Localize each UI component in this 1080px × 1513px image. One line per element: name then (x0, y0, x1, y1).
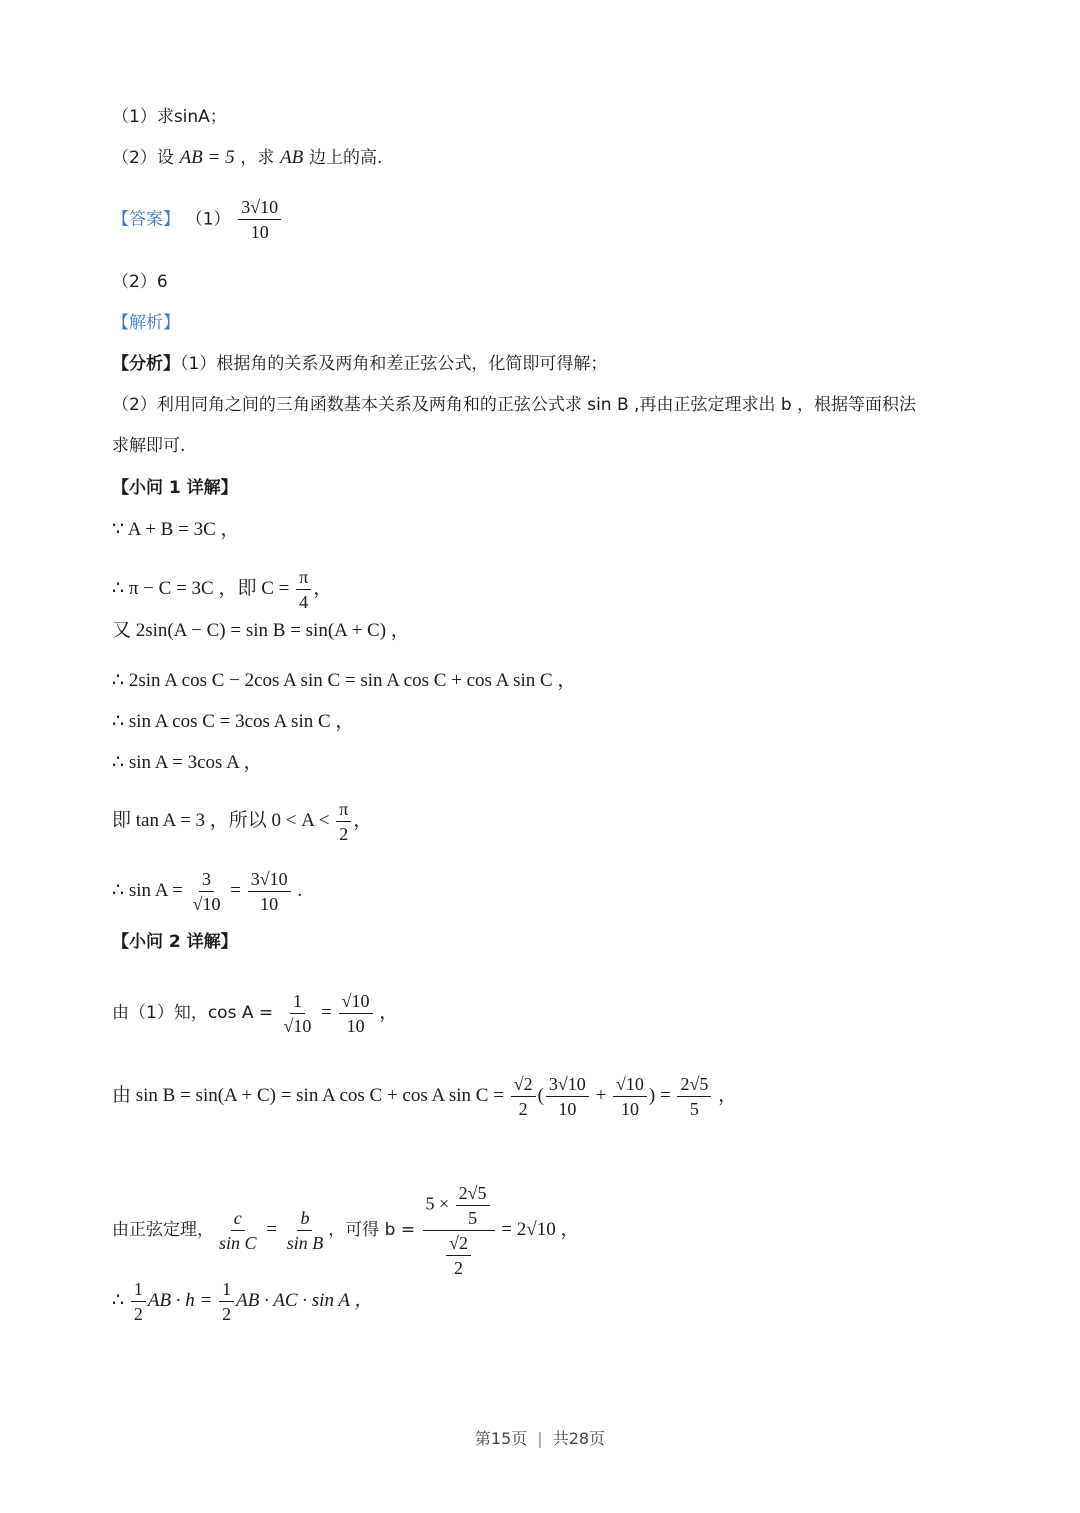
sin-a-eq: ∴ sin A = (112, 879, 188, 901)
page-footer (0, 1426, 1080, 1449)
compound-fraction-b (423, 1182, 495, 1279)
frac-half (131, 1278, 146, 1325)
equals: = (261, 1218, 282, 1240)
sub-question-1-label: 【小问 1 详解】 (112, 478, 238, 498)
area-right: AB · AC · sin A ， (236, 1289, 374, 1311)
analysis-tag: 【解析】 (112, 313, 180, 333)
five-times: 5 × (425, 1193, 454, 1214)
step1-line2 (112, 566, 980, 613)
question-2 (112, 146, 980, 170)
frac-num: b (297, 1207, 312, 1231)
fenxi-line-2: （2）利用同角之间的三角函数基本关系及两角和的正弦公式求 sin B ,再由正弦定理求出 b ，根据等面积法 (112, 395, 917, 415)
frac-den: 2 (339, 824, 349, 844)
paren-open: ( (537, 1084, 544, 1106)
step1-line7 (112, 798, 980, 845)
frac-sqrt10-over-10 (613, 1073, 647, 1120)
step2-line4 (112, 1278, 980, 1325)
solve-b-label: ，可得 b = (328, 1219, 421, 1240)
answer-1-label: （1） (185, 209, 231, 230)
frac-den: 2 (222, 1304, 232, 1324)
therefore: ∴ (112, 1289, 129, 1311)
frac-half (219, 1278, 234, 1325)
sine-law-label: 由正弦定理， (112, 1219, 214, 1240)
area-left: AB · h = (147, 1289, 218, 1311)
equals: = (316, 1001, 337, 1023)
frac-den: 2 (133, 1304, 143, 1324)
step1-line7-text: 即 tan A = 3 ，所以 0 < A < (112, 809, 335, 831)
q2-ab: AB (280, 147, 304, 168)
answer-line (112, 196, 980, 243)
q2-equation: AB = 5 (179, 147, 235, 168)
frac-den: 2 (454, 1258, 464, 1278)
frac-sqrt2-over-2 (511, 1073, 536, 1120)
fenxi-label: 【分析】 (112, 354, 180, 374)
sub-question-2-label: 【小问 2 详解】 (112, 932, 238, 952)
frac-num: 3√10 (248, 868, 291, 892)
frac-num: 3 (199, 868, 214, 892)
frac-den: 10 (558, 1099, 577, 1119)
comma: ， (353, 809, 373, 831)
answer-2: （2）6 (112, 272, 168, 292)
frac-den: 4 (299, 592, 309, 612)
frac-num: 1 (131, 1278, 146, 1302)
compound-numerator (423, 1182, 495, 1231)
pi-over-2 (336, 798, 351, 845)
comma: ， (313, 577, 333, 599)
frac-sqrt10-over-10 (339, 990, 373, 1037)
frac-den: sin C (219, 1233, 257, 1253)
compound-denominator (441, 1231, 476, 1279)
step1-line4: ∴ 2sin A cos C − 2cos A sin C = sin A cos C + cos A sin C ， (112, 670, 577, 691)
answer-1-fraction (238, 196, 281, 243)
period: . (292, 879, 303, 901)
q2-prefix: （2）设 (112, 148, 174, 168)
frac-den: sin B (286, 1233, 324, 1253)
frac-den: 10 (620, 1099, 639, 1119)
step2-line3 (112, 1182, 980, 1279)
comma: ， (713, 1084, 738, 1106)
frac-den: 5 (689, 1099, 699, 1119)
q2-mid: ，求 (240, 148, 275, 168)
step1-line3: 又 2sin(A − C) = sin B = sin(A + C) ， (112, 620, 410, 641)
frac-num: √2 (511, 1073, 536, 1097)
step2-line2 (112, 1073, 980, 1120)
frac-sqrt2-over-2 (446, 1232, 471, 1279)
frac-den: √10 (192, 894, 221, 914)
frac-den: 5 (468, 1208, 478, 1228)
frac-2sqrt5-over-5 (456, 1182, 490, 1229)
frac-num: 2√5 (456, 1182, 490, 1206)
frac-3-over-sqrt10 (190, 868, 224, 915)
step2-line1 (112, 990, 980, 1037)
equals: = (225, 879, 246, 901)
frac-b-over-sinb (284, 1207, 327, 1254)
comma: ， (374, 1001, 399, 1023)
answer-tag: 【答案】 (112, 209, 180, 230)
footer-separator: | (537, 1429, 543, 1448)
fenxi-line-1 (112, 352, 980, 376)
fenxi-text-1: （1）根据角的关系及两角和差正弦公式，化简即可得解； (180, 354, 608, 374)
plus: + (590, 1084, 612, 1106)
step1-line1: ∵ A + B = 3C ， (112, 519, 240, 540)
step1-line5: ∴ sin A cos C = 3cos A sin C ， (112, 711, 355, 732)
b-result: = 2√10 ， (496, 1218, 580, 1240)
frac-1-over-sqrt10 (281, 990, 315, 1037)
frac-num: 3√10 (546, 1073, 589, 1097)
paren-close-equals: ) = (648, 1084, 676, 1106)
frac-num: √10 (613, 1073, 647, 1097)
frac-num: 1 (290, 990, 305, 1014)
frac-num: 2√5 (677, 1073, 711, 1097)
q2-suffix: 边上的高. (309, 148, 383, 168)
page-number: 第15页 (474, 1429, 528, 1448)
answer-1-numerator: 3√10 (238, 196, 281, 220)
frac-den: 10 (346, 1016, 365, 1036)
frac-num: c (231, 1207, 245, 1231)
frac-den: 10 (260, 894, 279, 914)
sin-b-expansion: 由 sin B = sin(A + C) = sin A cos C + cos A sin C = (112, 1084, 509, 1106)
step1-line2-text: ∴ π − C = 3C ，即 C = (112, 577, 295, 599)
step1-line6: ∴ sin A = 3cos A ， (112, 752, 263, 773)
step1-line8 (112, 868, 980, 915)
frac-num: 1 (219, 1278, 234, 1302)
frac-num: π (296, 566, 311, 590)
frac-den: √10 (283, 1016, 312, 1036)
frac-c-over-sinc (216, 1207, 260, 1254)
fenxi-line-3: 求解即可. (112, 436, 186, 456)
answer-1-denominator: 10 (250, 222, 269, 242)
frac-num: π (336, 798, 351, 822)
frac-num: √2 (446, 1232, 471, 1256)
frac-num: √10 (339, 990, 373, 1014)
frac-3sqrt10-over-10 (546, 1073, 589, 1120)
pi-over-4 (296, 566, 311, 613)
frac-den: 2 (518, 1099, 528, 1119)
frac-3sqrt10-over-10 (248, 868, 291, 915)
cos-a-eq: 由（1）知，cos A = (112, 1002, 279, 1023)
page-total: 共28页 (552, 1429, 606, 1448)
question-1: （1）求sinA； (112, 107, 227, 127)
frac-2sqrt5-over-5 (677, 1073, 711, 1120)
